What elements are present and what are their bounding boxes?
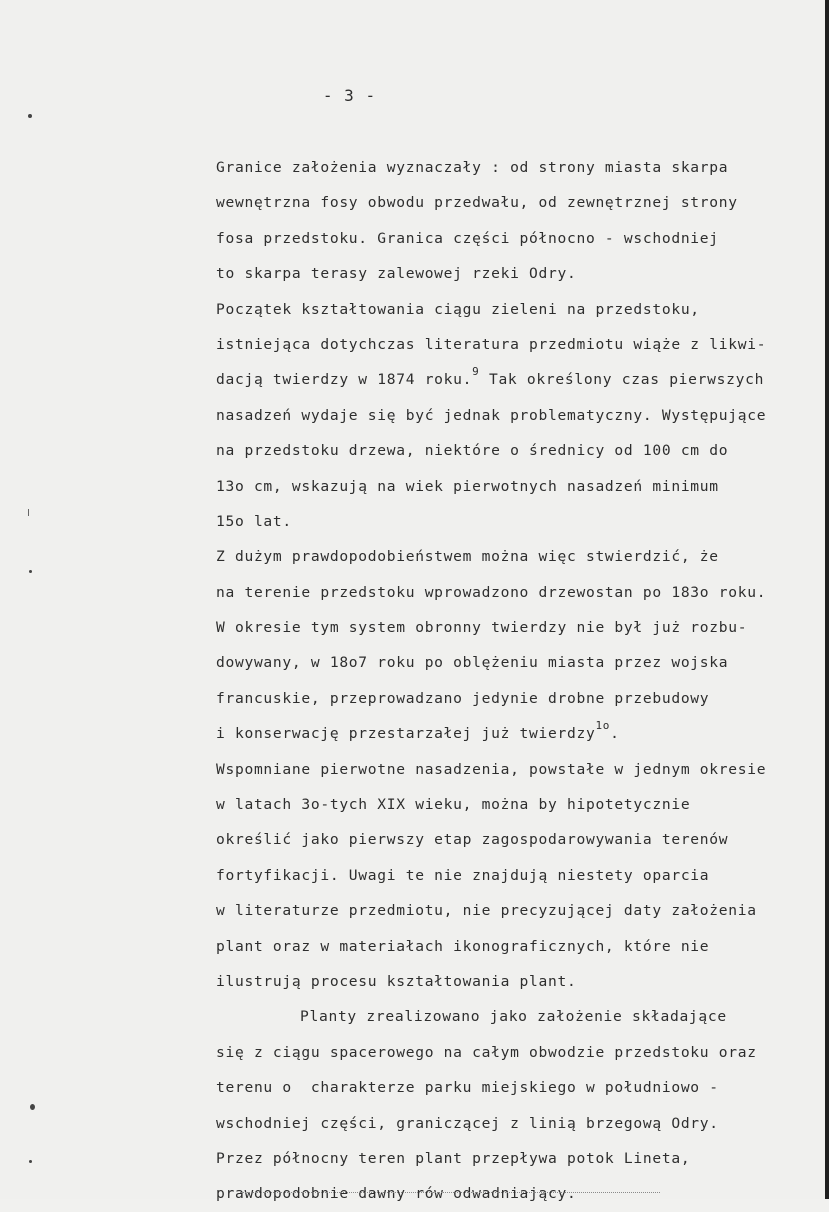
text-line <box>216 1035 826 1070</box>
line-text: Wspomniane pierwotne nasadzenia, powstałe w jednym okresie <box>216 760 767 778</box>
body-text <box>216 150 826 1212</box>
footnote-marker: 1o <box>595 719 611 733</box>
line-text: fosa przedstoku. Granica części północno - wschodniej <box>216 229 719 247</box>
margin-dot <box>28 114 32 118</box>
margin-dot <box>29 570 32 573</box>
text-line <box>216 716 826 751</box>
line-text: dowywany, w 18o7 roku po oblężeniu miasta przez wojska <box>216 654 729 672</box>
text-line <box>216 539 826 574</box>
line-text: określić jako pierwszy etap zagospodarowywania terenów <box>216 831 729 849</box>
line-text: terenu o charakterze parku miejskiego w południowo - <box>216 1079 719 1097</box>
line-text: fortyfikacji. Uwagi te nie znajdują niestety oparcia <box>216 866 710 884</box>
line-text: Planty zrealizowano jako założenie składające <box>300 1008 727 1026</box>
line-text: nasadzeń wydaje się być jednak problematyczny. Występujące <box>216 406 767 424</box>
line-text: w literaturze przedmiotu, nie precyzującej daty założenia <box>216 902 757 920</box>
text-line <box>216 292 826 327</box>
text-line <box>216 575 826 610</box>
line-text: ilustrują procesu kształtowania plant. <box>216 972 577 990</box>
text-line <box>216 681 826 716</box>
text-line <box>216 893 826 928</box>
text-line <box>216 398 826 433</box>
line-text: Przez północny teren plant przepływa potok Lineta, <box>216 1149 691 1167</box>
page-bottom-edge <box>240 1192 660 1194</box>
text-line <box>216 610 826 645</box>
line-text: Granice założenia wyznaczały : od strony miasta skarpa <box>216 159 729 176</box>
footnote-marker: 9 <box>472 365 480 379</box>
text-line <box>216 504 826 539</box>
line-text: francuskie, przeprowadzano jedynie drobne przebudowy <box>216 689 710 707</box>
text-line <box>216 1106 826 1141</box>
text-line <box>216 822 826 857</box>
line-text: się z ciągu spacerowego na całym obwodzie przedstoku oraz <box>216 1043 757 1061</box>
line-text: w latach 3o-tych XIX wieku, można by hipotetycznie <box>216 796 691 814</box>
text-line <box>216 752 826 787</box>
line-text: na terenie przedstoku wprowadzono drzewostan po 183o roku. <box>216 583 767 601</box>
line-text: Początek kształtowania ciągu zieleni na przedstoku, <box>216 300 700 318</box>
line-text: prawdopodobnie dawny rów odwadniający. <box>216 1185 577 1203</box>
text-line <box>216 1070 826 1105</box>
line-text: 13o cm, wskazują na wiek pierwotnych nasadzeń minimum <box>216 477 719 495</box>
line-text-continued: Tak określony czas pierwszych <box>479 371 765 389</box>
line-text: Z dużym prawdopodobieństwem można więc stwierdzić, że <box>216 548 719 566</box>
text-line <box>216 964 826 999</box>
text-line <box>216 999 826 1034</box>
line-text: wewnętrzna fosy obwodu przedwału, od zewnętrznej strony <box>216 194 738 212</box>
line-text-continued: . <box>610 725 620 743</box>
margin-dot <box>29 1160 32 1163</box>
text-line <box>216 858 826 893</box>
margin-dot <box>30 1104 35 1110</box>
text-line <box>216 1141 826 1176</box>
line-text: W okresie tym system obronny twierdzy nie był już rozbu- <box>216 619 748 637</box>
text-line <box>216 327 826 362</box>
line-text: istniejąca dotychczas literatura przedmiotu wiąże z likwi- <box>216 335 767 353</box>
line-text: to skarpa terasy zalewowej rzeki Odry. <box>216 265 577 283</box>
text-line <box>216 185 826 220</box>
line-text: 15o lat. <box>216 512 292 530</box>
margin-mark <box>28 509 34 516</box>
text-line <box>216 433 826 468</box>
line-text: plant oraz w materiałach ikonograficznych, które nie <box>216 937 710 955</box>
page-number: - 3 - <box>322 86 377 105</box>
text-line <box>216 362 826 397</box>
line-text: wschodniej części, graniczącej z linią brzegową Odry. <box>216 1114 719 1132</box>
text-line <box>216 787 826 822</box>
text-line <box>216 929 826 964</box>
line-text: i konserwację przestarzałej już twierdzy <box>216 725 596 743</box>
text-line <box>216 150 826 185</box>
line-text: na przedstoku drzewa, niektóre o średnicy od 100 cm do <box>216 442 729 460</box>
text-line <box>216 1176 826 1211</box>
line-text: dacją twierdzy w 1874 roku. <box>216 371 473 389</box>
text-line <box>216 469 826 504</box>
text-line <box>216 221 826 256</box>
text-line <box>216 256 826 291</box>
text-line <box>216 645 826 680</box>
